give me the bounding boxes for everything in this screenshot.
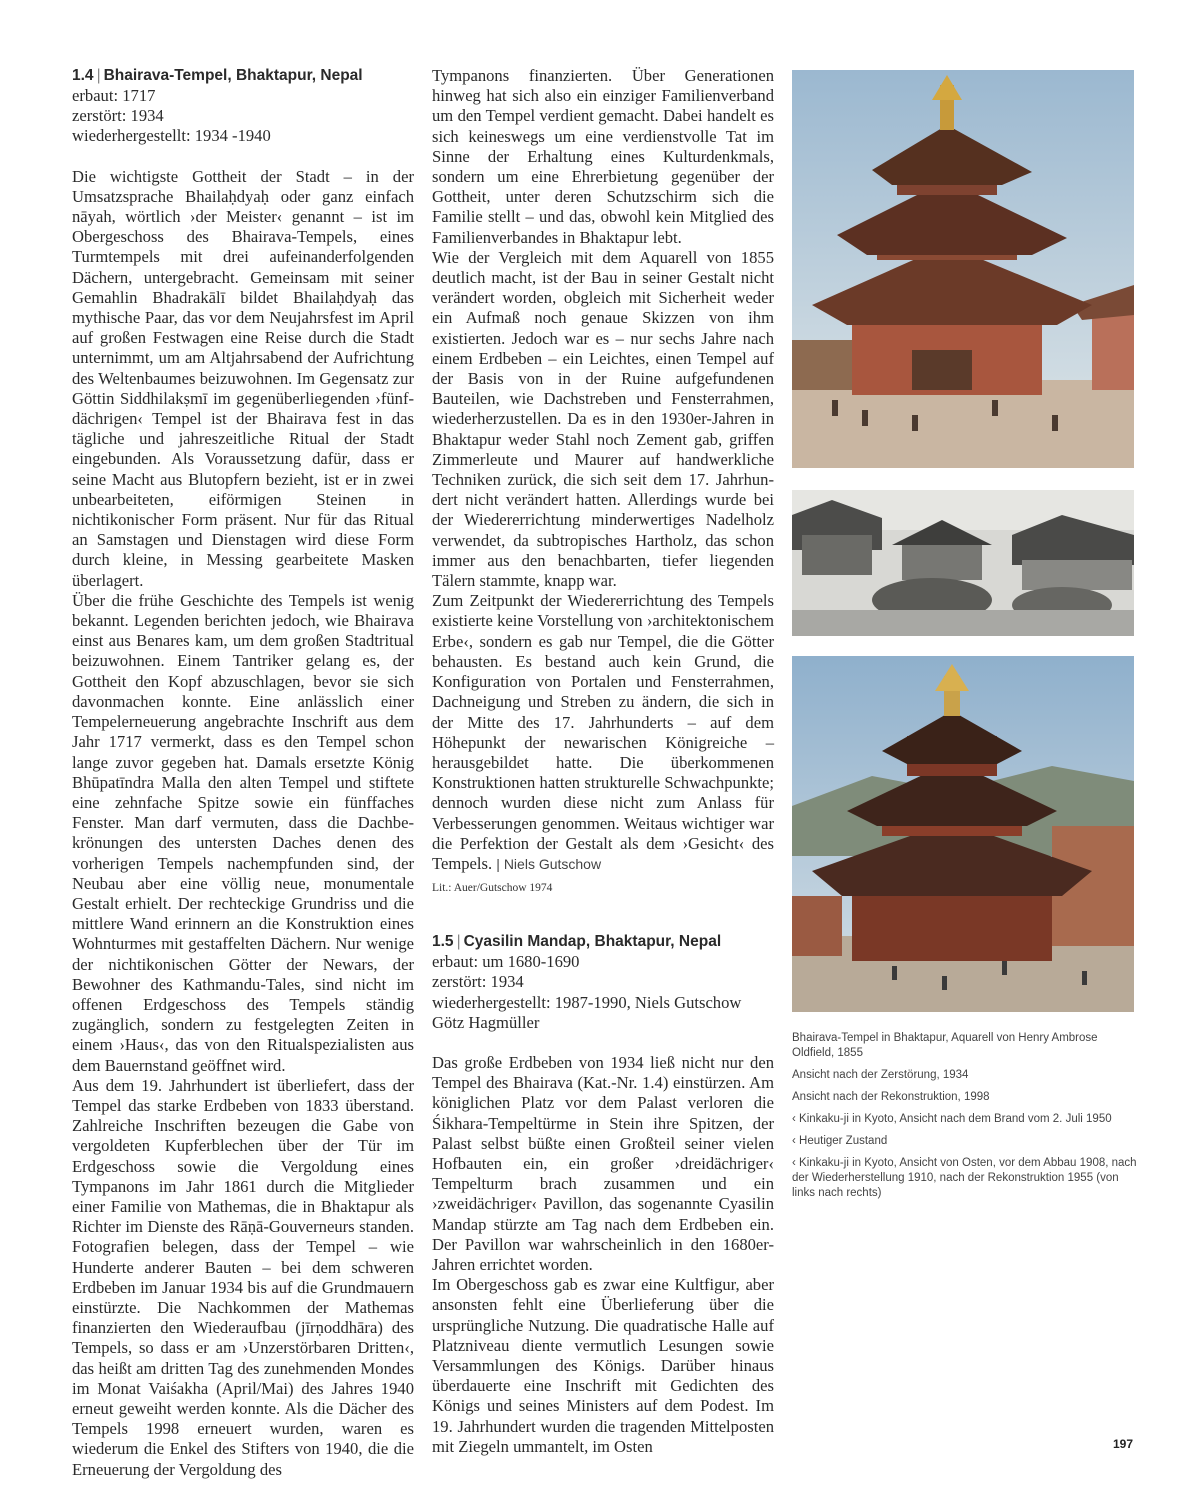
caption: ‹ Heutiger Zustand [792, 1135, 888, 1147]
entry-number: 1.4 [72, 67, 94, 84]
heading-separator: | [456, 933, 461, 951]
caption: Ansicht nach der Rekonstruktion, 1998 [792, 1091, 990, 1103]
meta-restored: wiederhergestellt: 1987-1990, Niels Gutschow Götz Hagmüller [432, 992, 742, 1032]
body-paragraph: Die wichtigste Gottheit der Stadt – in der Umsatzsprache Bhailaḥdyaḥ oder ganz einfach nāyah, wörtlich ›der Meister‹ genannt – ist im Obergeschoss des Bhairava-Tempels, eines Turmtempels mit drei aufeinanderfolgenden Dächern, untergebracht. Gemeinsam mit seiner Gemahlin Bhadrakālī bildet Bhailaḥdyaḥ das mythische Paar, das vor dem Neujahrsfest im April auf großen Festwagen eine Reise durch die Stadt unternimmt, um am Altjahrsabend der Aufrichtung des Weltenbaumes beizuwohnen. Im Gegensatz zur Göttin Siddhilakṣmī im gegenüberliegenden ›fünfdächrigen‹ Tempel ist der Bhairava fest in das tägliche und jahreszeitliche Ritual der Stadt eingebunden. Als Voraussetzung dafür, dass er seine Macht aus Blutopfern bezieht, ist er in zwei unbearbeiteten, eiförmigen Steinen in nichtikonischer Form präsent. Nur für das Ritual an Samstagen und Dienstagen wird diese Form durch kleine, in Messing gearbeitete Masken überlagert. [72, 166, 414, 590]
ruins-photo-1934 [792, 490, 1134, 636]
body-paragraph: Tympanons finanzierten. Über Generationen hinweg hat sich also ein einziger Familienverband um den Tempel verdient gemacht. Dabei handelt es sich keineswegs um eine verdienstvolle Tat im Sinne der Erhaltung eines Kulturdenkmals, sondern um eine Ehrerbietung gegenüber der Gottheit, unter deren Schutzschirm sich die Familie stellt – und das, obwohl kein Mitglied des Familienverbandes in Bhaktapur lebt. [432, 66, 774, 247]
meta-destroyed: zerstört: 1934 [432, 972, 524, 992]
figure-captions [792, 1031, 1137, 1208]
body-paragraph: Aus dem 19. Jahrhundert ist überliefert, dass der Tempel das starke Erdbeben von 1833 überstand. Zahlreiche Inschriften bezeugen die Gabe von vergoldeten Kupferblechen über der Tür im Erdgeschoss sowie die Vergoldung eines Tympanons im Jahr 1861 durch die Mitglieder einer Familie von Mathemas, die in Bhaktapur als Richter im Dienste des Rāṇā-Gouverneurs standen. Fotografien belegen, dass der Tempel – wie Hunderte anderer Bauten – bei dem schweren Erdbeben im Januar 1934 bis auf die Grundmauern einstürzte. Die Nachkommen der Mathemas finanzierten den Wiederaufbau (jīrṇoddhāra) des Tempels, so dass er am ›Unzerstörbaren Dritten‹, das heißt am dritten Tag des zunehmenden Mondes im Monat Vaiśakha (April/Mai) des Jahres 1940 erneut geweiht werden konnte. Als die Dächer des Tempels 1998 erneuert wurden, waren es wiederum die Enkel des Stifters von 1940, die die Erneuerung der Vergoldung des [72, 1075, 414, 1479]
watercolor-image [792, 70, 1134, 468]
body-paragraph: Wie der Vergleich mit dem Aquarell von 1855 deutlich macht, ist der Bau in seiner Gestalt nicht verändert worden, obgleich mit Sicherheit weder ein Aufmaß noch genaue Skizzen von ihm existierten. Jedoch war es – nur sechs Jahre nach einem Erdbeben – ein Leichtes, einen Tempel auf der Basis von in der Ruine aufgefundenen Bauteilen, wie Dachstreben und Fensterrahmen, wiederherzustellen. Da es in den 1930er-Jahren in Bhaktapur weder Stahl noch Zement gab, griffen Zimmerleute und Maurer auf handwerkliche Techniken zurück, die sich seit dem 17. Jahrhundert nicht verändert hatten. Allerdings wurde bei der Wiedererrichtung minderwertiges Nadelholz verwendet, da subtropisches Hartholz, das schon immer aus den benachbarten, tiefer liegenden Tälern stammte, knapp war. [432, 247, 774, 591]
reconstruction-photo-1998 [792, 656, 1134, 1012]
body-paragraph [432, 591, 774, 874]
page-number: 197 [1113, 1437, 1134, 1451]
body-paragraph: Das große Erdbeben von 1934 ließ nicht nur den Tempel des Bhairava (Kat.-Nr. 1.4) einstürzen. Am königlichen Platz vor dem Palast verloren die Śikhara-Tempeltürme in Stein ihre Spitzen, der Palast selbst büßte einen Großteil seiner vielen Hofbauten ein, ein großer ›dreidächriger‹ Tempelturm brach zusammen und ein ›zweidächriger‹ Pavillon, das sogenannte Cyasilin Mandap stürzte am Tag nach dem Erdbeben ein. Der Pavillon war wahrscheinlich in den 1680er-Jahren errichtet worden. [432, 1052, 774, 1274]
caption: ‹ Kinkaku-ji in Kyoto, Ansicht nach dem Brand vom 2. Juli 1950 [792, 1113, 1112, 1125]
body-paragraph: Über die frühe Geschichte des Tempels ist wenig bekannt. Legenden berichten jedoch, wie Bhairava einst aus Benares kam, um dem großen Stadtritual beizuwohnen. Einem Tantriker gelang es, der Gottheit den Kopf abzuschlagen, bevor sie sich davonmachen konnte. Eine anlässlich einer Tempelerneuerung angebrachte Inschrift aus dem Jahr 1717 vermerkt, dass es den Tempel schon lange zuvor gegeben hat. Damals ersetzte König Bhūpatīndra Malla den alten Tempel und stiftete eine zehnfache Spitze sowie ein fünffaches Fenster. Man darf vermuten, dass die Dachbekrönungen des untersten Daches denen des vorherigen Tempels nachempfunden sind, der Neubau aber eine völlig neue, monumentale Gestalt erhielt. Der rechteckige Grundriss und die mittlere Wand erinnern an die Konstruktion eines Wohnturmes mit gestaffelten Dächern. Nur wenige der nichtikonischen Götter der Newars, der Bewohner des Kathmandu-Tales, sind nicht im offenen Erdgeschoss des Tempels ständig zugänglich, sondern zu festgelegten Zeiten in einem ›Haus‹, das von den Ritualspezialisten aus dem Bauernstand geöffnet wird. [72, 590, 414, 1075]
entry-title: Cyasilin Mandap, Bhaktapur, Nepal [463, 933, 722, 951]
meta-destroyed: zerstört: 1934 [72, 106, 164, 126]
column-left [72, 66, 414, 1480]
entry-title: Bhairava-Tempel, Bhaktapur, Nepal [103, 67, 363, 84]
meta-built: erbaut: um 1680-1690 [432, 952, 580, 972]
paragraph-text: Zum Zeitpunkt der Wiedererrichtung des Tempels existierte keine Vorstellung von ›architektonischem Erbe‹, sondern es gab nur Tempel, die die Götter behausten. Es bestand auch kein Grund, die Konfiguration von Portalen und Fensterrahmen, Dachneigung und Streben zu ändern, die sich in der Mitte des 17. Jahrhunderts – auf dem Höhepunkt der newarischen Königreiche – herausgebildet hatte. Die überkommenen Konstruktionen hatten strukturelle Schwachpunkte; dennoch wurden diese nicht zum Anlass für Verbesserungen genommen. Weitaus wichtiger war die Perfektion der Gestalt als dem ›Gesicht‹ des Tempels. [432, 591, 774, 873]
entry-heading [432, 932, 774, 952]
spacer [72, 147, 414, 167]
caption: ‹ Kinkaku-ji in Kyoto, Ansicht von Osten, vor dem Abbau 1908, nach der Wiederherstellung 1910, nach der Rekonstruktion 1955 (von links nach rechts) [792, 1157, 1137, 1199]
entry-number: 1.5 [432, 933, 454, 951]
entry-heading [72, 66, 414, 86]
heading-separator: | [96, 67, 101, 84]
literature-reference: Lit.: Auer/Gutschow 1974 [432, 882, 553, 895]
column-middle [432, 66, 774, 1457]
caption: Ansicht nach der Zerstörung, 1934 [792, 1069, 969, 1081]
body-paragraph: Im Obergeschoss gab es zwar eine Kultfigur, aber ansonsten fehlt eine Überlieferung über die ursprüngliche Nutzung. Die quadratische Halle auf Platzniveau diente vermutlich Lesungen sowie Versammlungen des Königs. Darüber hinaus überdauerte eine Inschrift mit Gedichten des Königs und seines Ministers auf dem Podest. Im 19. Jahrhundert wurden die tragenden Mittelposten mit Ziegeln ummantelt, im Osten [432, 1275, 774, 1456]
caption: Bhairava-Tempel in Bhaktapur, Aquarell von Henry Ambrose Oldfield, 1855 [792, 1032, 1098, 1059]
spacer [432, 1033, 774, 1053]
spacer [432, 896, 774, 932]
meta-built: erbaut: 1717 [72, 86, 156, 105]
author-credit: | Niels Gutschow [496, 855, 602, 872]
meta-restored: wiederhergestellt: 1934 -1940 [72, 126, 271, 146]
